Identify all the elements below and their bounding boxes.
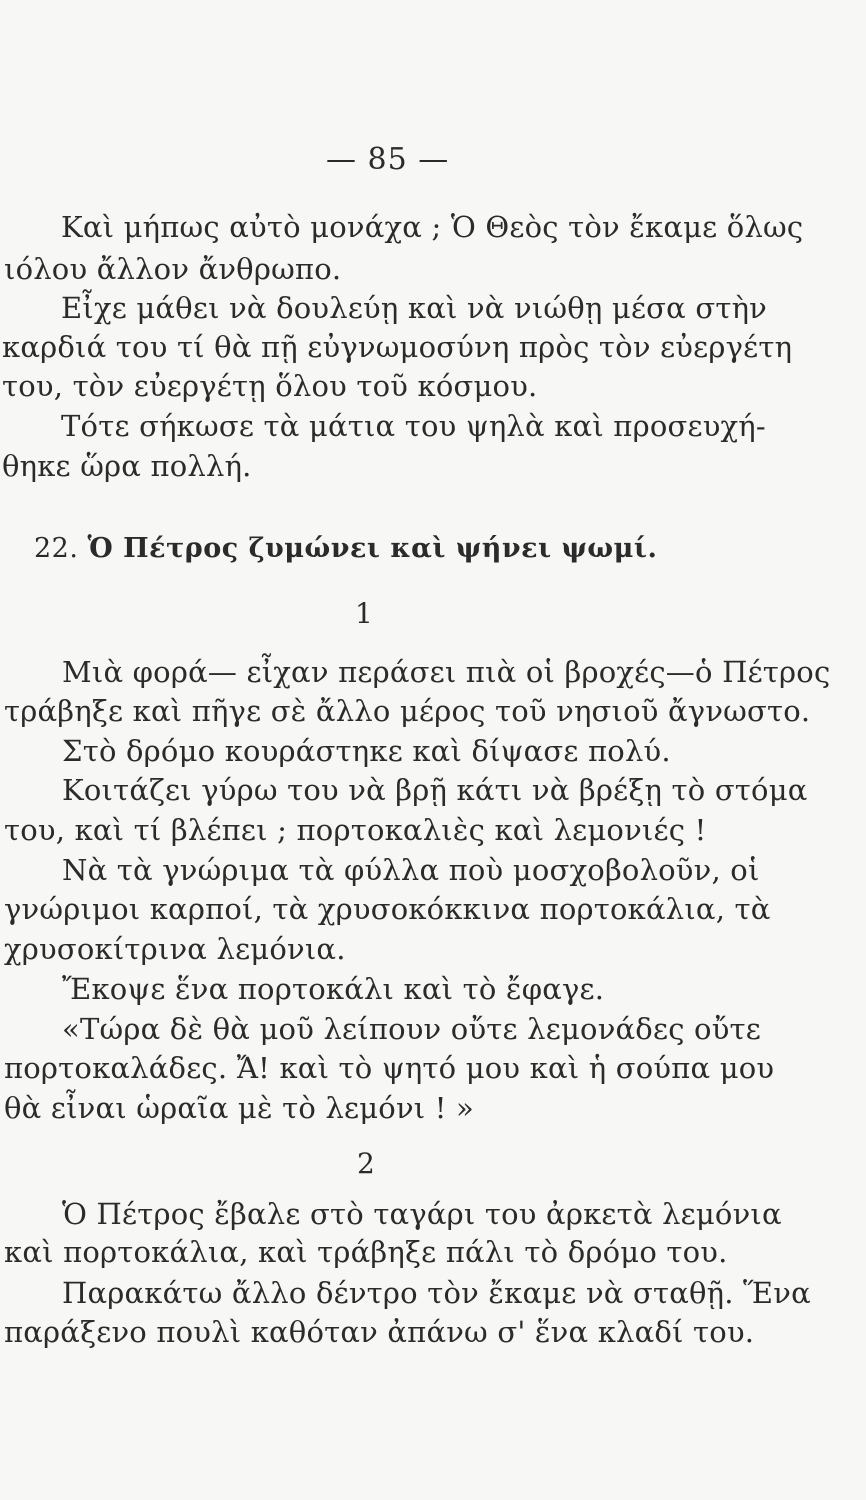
section-number: 1 (355, 597, 374, 630)
text-line: καὶ πορτοκάλια, καὶ τράβηξε πάλι τὸ δρόμο του. (4, 1235, 728, 1269)
text-line: του, καὶ τί βλέπει ; πορτοκαλιὲς καὶ λεμονιές ! (4, 813, 707, 847)
text-line: πορτοκαλάδες. Ἄ! καὶ τὸ ψητό μου καὶ ἡ σούπα μου (4, 1051, 775, 1085)
text-line: Στὸ δρόμο κουράστηκε καὶ δίψασε πολύ. (62, 734, 671, 768)
text-line: Καὶ μήπως αὐτὸ μονάχα ; Ὁ Θεὸς τὸν ἔκαμε ὅλως (61, 210, 804, 244)
text-line: Εἶχε μάθει νὰ δουλεύῃ καὶ νὰ νιώθῃ μέσα στὴν (61, 291, 768, 325)
text-line: Τότε σήκωσε τὰ μάτια του ψηλὰ καὶ προσευχή- (61, 409, 766, 443)
text-line: καρδιά του τί θὰ πῇ εὐγνωμοσύνη πρὸς τὸν εὐεργέτη (2, 330, 793, 364)
section-number: 2 (357, 1147, 376, 1180)
chapter-number: 22. (34, 533, 79, 564)
text-line: παράξενο πουλὶ καθόταν ἀπάνω σ' ἕνα κλαδί του. (4, 1315, 755, 1349)
text-line: Κοιτάζει γύρω του νὰ βρῇ κάτι νὰ βρέξῃ τὸ στόμα (62, 773, 808, 807)
text-line: θὰ εἶναι ὡραῖα μὲ τὸ λεμόνι ! » (4, 1091, 475, 1125)
text-line: γνώριμοι καρποί, τὰ χρυσοκόκκινα πορτοκάλια, τὰ (4, 892, 771, 926)
text-line: Μιὰ φορά— εἶχαν περάσει πιὰ οἱ βροχές—ὁ Πέτρος (62, 655, 831, 689)
text-line: θηκε ὥρα πολλή. (2, 449, 252, 483)
chapter-heading (34, 535, 657, 562)
page-number: — 85 — (326, 142, 450, 177)
text-line: του, τὸν εὐεργέτῃ ὅλου τοῦ κόσμου. (2, 369, 538, 403)
chapter-title: Ὁ Πέτρος ζυμώνει καὶ ψήνει ψωμί. (87, 533, 658, 564)
text-line: «Τώρα δὲ θὰ μοῦ λείπουν οὔτε λεμονάδες οὔτε (62, 1012, 762, 1046)
text-line: Νὰ τὰ γνώριμα τὰ φύλλα ποὺ μοσχοβολοῦν, οἱ (62, 853, 760, 887)
text-line: τράβηξε καὶ πῆγε σὲ ἄλλο μέρος τοῦ νησιοῦ ἄγνωστο. (4, 694, 811, 728)
text-line: Ἔκοψε ἕνα πορτοκάλι καὶ τὸ ἔφαγε. (62, 972, 605, 1006)
text-line: Ὁ Πέτρος ἔβαλε στὸ ταγάρι του ἀρκετὰ λεμόνια (62, 1197, 782, 1231)
text-line: χρυσοκίτρινα λεμόνια. (4, 932, 346, 966)
text-line: ιόλου ἄλλον ἄνθρωπο. (4, 252, 342, 286)
text-line: Παρακάτω ἄλλο δέντρο τὸν ἔκαμε νὰ σταθῇ. Ἕνα (62, 1276, 811, 1310)
